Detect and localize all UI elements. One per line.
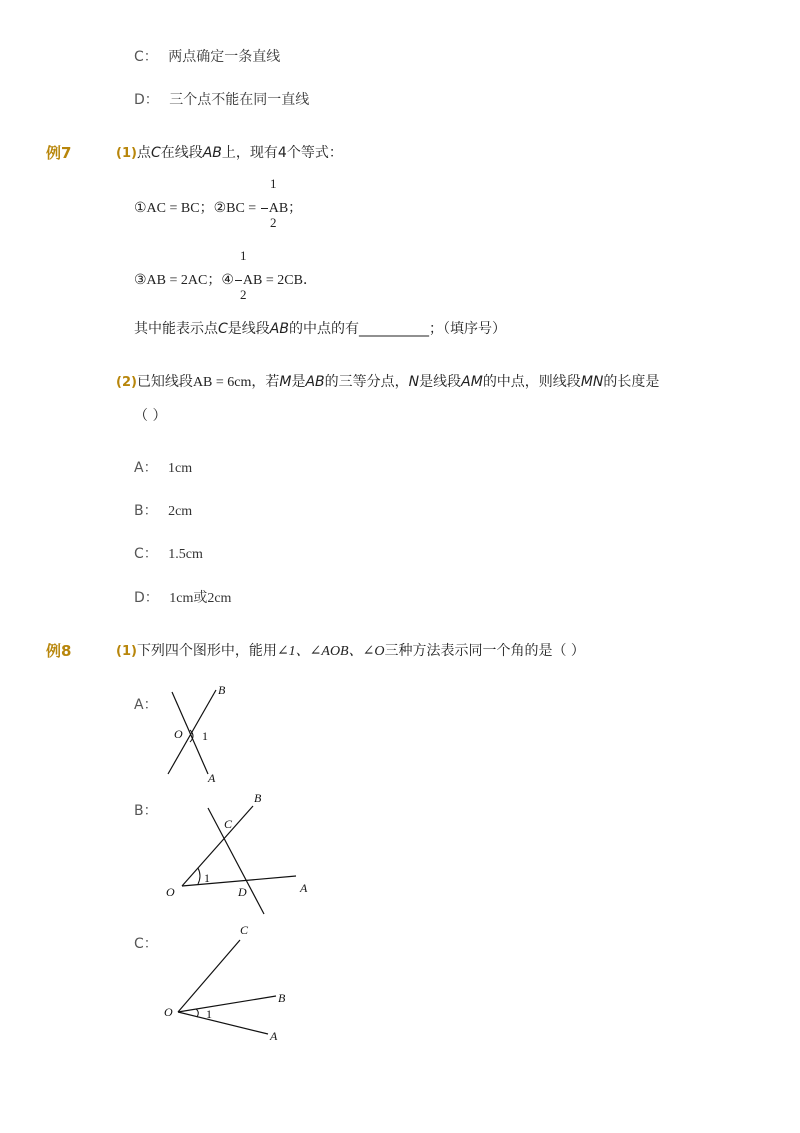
- question-text: 是线段: [227, 321, 270, 337]
- option-text: 两点确定一条直线: [168, 49, 281, 65]
- ex8-part1-stem: [116, 640, 585, 660]
- equation-text: AB = 6cm: [192, 375, 252, 390]
- ex7-option-a[interactable]: [134, 457, 192, 477]
- fraction-numerator: 1: [270, 176, 277, 191]
- stem-text: 是: [291, 374, 306, 390]
- stem-text: 在线段: [160, 145, 203, 161]
- point-label-b: B: [254, 791, 262, 805]
- part-number: (1): [116, 146, 137, 161]
- point-label-o: O: [166, 885, 175, 899]
- part-number: (2): [116, 375, 137, 390]
- fraction-denominator: 2: [270, 215, 277, 230]
- stem-text: 的长度是: [603, 374, 660, 390]
- part-number: (1): [116, 644, 137, 659]
- segment-mn: MN: [580, 374, 604, 390]
- line-ob: [178, 996, 276, 1012]
- option-label: C：: [134, 49, 158, 65]
- stem-text: 是线段: [419, 374, 462, 390]
- angle-arc: [196, 1009, 198, 1017]
- point-label-c: C: [224, 817, 233, 831]
- point-label-c: C: [240, 923, 249, 937]
- point-n: N: [408, 374, 420, 390]
- stem-text: 的三等分点，: [324, 374, 409, 390]
- prev-option-d: [134, 89, 309, 109]
- option-label: D：: [134, 590, 159, 606]
- figure-a-diagram: [150, 680, 240, 790]
- option-text: 2cm: [168, 504, 193, 519]
- example-8-title: 例8: [46, 642, 72, 660]
- point-label-d: D: [238, 885, 247, 899]
- ex7-part2-stem: [116, 371, 659, 391]
- line-oa: [178, 1012, 268, 1034]
- point-label-a: A: [300, 881, 308, 895]
- equation-text: ①AC = BC；②BC =: [134, 201, 260, 216]
- point-c: C: [150, 145, 161, 161]
- stem-text: 上，现有4个等式：: [221, 145, 343, 161]
- segment-ab: AB: [305, 374, 325, 390]
- stem-text: 已知线段: [136, 374, 193, 390]
- point-label-b: B: [218, 683, 226, 697]
- segment-ab: AB: [269, 321, 289, 337]
- ex7-part1-stem: [116, 142, 343, 162]
- option-text: 1cm或2cm: [169, 591, 232, 606]
- option-label: B：: [134, 503, 158, 519]
- stem-text: 的中点，则线段: [482, 374, 581, 390]
- angle-label-1: 1: [204, 871, 210, 885]
- point-label-o: O: [174, 727, 183, 741]
- option-text: 三个点不能在同一直线: [169, 92, 310, 108]
- question-text: 的中点的有__________；（填序号）: [288, 321, 506, 337]
- prev-option-c: [134, 46, 280, 66]
- ex7-option-d[interactable]: [134, 587, 231, 607]
- example-7-title: 例7: [46, 144, 72, 162]
- fraction-bar: [235, 280, 242, 281]
- point-label-a: A: [208, 771, 216, 785]
- fraction-bar: [261, 208, 268, 209]
- point-label-o: O: [164, 1005, 173, 1019]
- angle-notation: ∠1、∠AOB、∠O: [276, 644, 385, 659]
- option-text: 1.5cm: [168, 547, 203, 562]
- equation-text: ③AB = 2AC；④: [134, 273, 234, 288]
- question-text: 其中能表示点: [134, 321, 218, 337]
- option-text: 1cm: [168, 461, 193, 476]
- point-label-b: B: [278, 991, 286, 1005]
- equation-text: AB = 2CB: [242, 273, 303, 288]
- ex7-option-b[interactable]: [134, 500, 192, 520]
- equation-line-2: [134, 269, 317, 289]
- equation-text: ．: [302, 273, 317, 288]
- ex7-part1-question: [134, 318, 506, 338]
- line-oc: [178, 940, 240, 1012]
- angle-label-1: 1: [206, 1007, 212, 1021]
- figure-a-label[interactable]: A：: [134, 697, 158, 713]
- stem-text: 下列四个图形中，能用: [136, 643, 277, 659]
- angle-label-1: 1: [202, 729, 208, 743]
- point-m: M: [279, 374, 292, 390]
- ex7-option-c[interactable]: [134, 543, 203, 563]
- figure-b-diagram: [160, 790, 320, 920]
- fraction-denominator: 2: [240, 287, 247, 302]
- segment-ab: AB: [202, 145, 222, 161]
- option-label: D：: [134, 92, 159, 108]
- stem-text: ，若: [251, 374, 280, 390]
- angle-arc: [198, 868, 200, 884]
- equation-text: AB；: [268, 201, 303, 216]
- point-c: C: [218, 321, 228, 337]
- option-label: C：: [134, 546, 158, 562]
- stem-text: 三种方法表示同一个角的是（ ）: [384, 643, 585, 659]
- figure-c-label[interactable]: C：: [134, 936, 158, 952]
- stem-text: 点: [136, 145, 151, 161]
- answer-paren: （ ）: [134, 408, 167, 424]
- fraction-numerator: 1: [240, 248, 247, 263]
- equation-line-1: [134, 197, 302, 217]
- option-label: A：: [134, 460, 158, 476]
- line-cd: [208, 808, 264, 914]
- figure-c-diagram: [160, 918, 310, 1048]
- point-label-a: A: [270, 1029, 278, 1043]
- segment-am: AM: [461, 374, 483, 390]
- figure-b-label[interactable]: B：: [134, 803, 158, 819]
